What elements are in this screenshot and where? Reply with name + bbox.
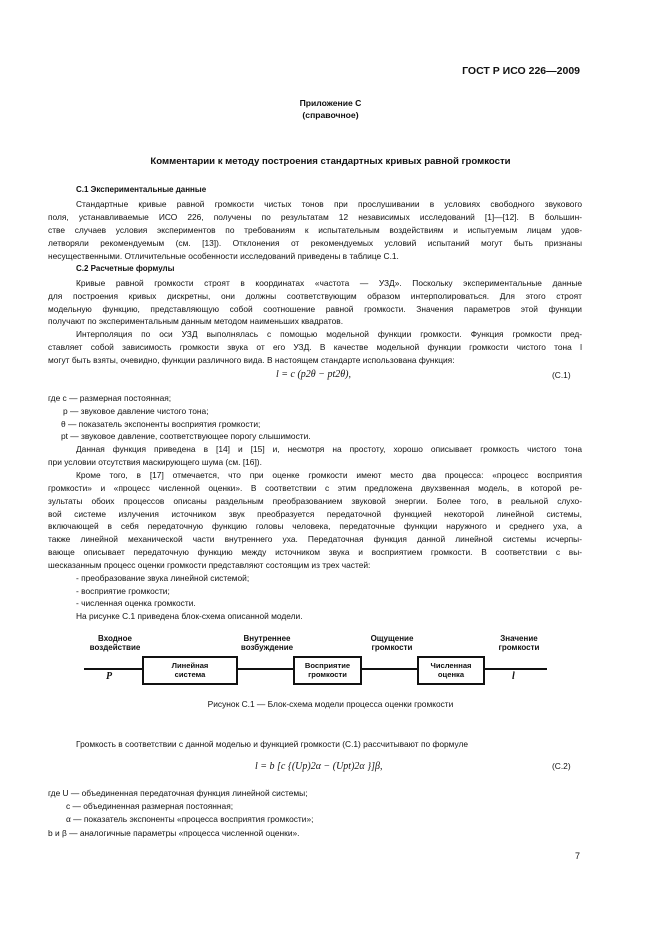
c2-line: могут быть взяты, очевидно, функции различного вида. В настоящем стандарте использована функция: <box>48 355 455 365</box>
label-sensation-line1: Ощущение <box>370 634 414 643</box>
label-internal-excitation <box>232 634 302 652</box>
c1-line: Стандартные кривые равной громкости чистых тонов при прослушивании в условиях свободного звукового <box>76 199 582 209</box>
p3-line: Данная функция приведена в [14] и [15] и, несмотря на простоту, хорошо описывает громкость чистого тона <box>76 444 582 454</box>
formula-c1-number: (С.1) <box>552 370 571 380</box>
p4-line: вой системе излучения источником звук преобразуется передаточной функцией некоторой линейной системы, <box>48 509 582 519</box>
label-value-line1: Значение <box>500 634 538 643</box>
label-loudness-sensation <box>357 634 427 652</box>
box-linear-line1: Линейная <box>171 660 209 670</box>
c2-line: модельную функцию, представляющую собой соотношение равной громкости. Значения параметров этой функции <box>48 304 582 314</box>
c1-line: поля, устанавливаемые ИСО 226, получены по результатам 12 независимых исследований [1]—[12]. В большин- <box>48 212 582 222</box>
list-item: - численная оценка громкости. <box>76 598 196 608</box>
box-perception-line1: Восприятие <box>304 660 351 670</box>
where-item: α — показатель экспоненты «процесса восприятия громкости»; <box>66 814 314 824</box>
box-numeric-line2: оценка <box>437 669 465 679</box>
label-sensation-line2: громкости <box>371 643 413 653</box>
list-item: - преобразование звука линейной системой; <box>76 573 250 583</box>
figure-caption: Рисунок С.1 — Блок-схема модели процесса оценки громкости <box>207 699 454 709</box>
c2-line: Интерполяция по оси УЗД выполнялась с помощью модельной функции громкости. Функция громкости пред- <box>76 329 582 339</box>
label-loudness-value <box>484 634 554 652</box>
c2-line: получают по экспериментальным данным методом наименьших квадратов. <box>48 316 344 326</box>
where-item: c — объединенная размерная постоянная; <box>66 801 234 811</box>
p3-line: при условии отсутствия маскирующего шума (см. [16]). <box>48 457 262 467</box>
document-id: ГОСТ Р ИСО 226—2009 <box>462 65 580 77</box>
symbol-input-p: P <box>106 671 113 682</box>
c1-line: летворяли рекомендуемым (см. [13]). Отклонения от рекомендуемых условий испытаний могут быть признаны <box>48 238 582 248</box>
label-value-line2: громкости <box>498 643 540 653</box>
p4-line: Кроме того, в [17] отмечается, что при оценке громкости имеют место два процесса: «процесс восприятия <box>76 470 582 480</box>
box-numeric-estimation <box>417 656 485 685</box>
appendix-title: Приложение С <box>299 98 362 108</box>
p4-line: шесказанным процесс оценки громкости представляют состоящим из трех частей: <box>48 560 371 570</box>
where-item: где U — объединенная передаточная функция линейной системы; <box>48 788 308 798</box>
c2-line: ставляет собой зависимость громкости звука от его УЗД. В качестве модельной функции громкости чистого тона l <box>48 342 582 352</box>
formula-c2-number: (С.2) <box>552 761 571 771</box>
label-input <box>80 634 150 652</box>
where-item: где c — размерная постоянная; <box>48 393 172 403</box>
p4-line: также линейной механической части внутреннего уха. Передаточная функция данной линейной системы исчерпы- <box>48 534 582 544</box>
where-item: pt — звуковое давление, соответствующее порогу слышимости. <box>61 431 311 441</box>
section-c2-heading: С.2 Расчетные формулы <box>76 264 175 273</box>
p4-line: зультаты обоих процессов описаны раздельным преобразованием звуковой энергии. Более того, в реальной слухо- <box>48 496 582 506</box>
c2-line: Кривые равной громкости строят в координатах «частота — УЗД». Поскольку экспериментальные данные <box>76 278 582 288</box>
label-internal-line1: Внутреннее <box>243 634 291 643</box>
appendix-subtitle: (справочное) <box>302 110 359 120</box>
p4-line: громкости» и «процесс численной оценки». В соответствии с этим предложена двухзвенная модель, в которой ре- <box>48 483 582 493</box>
p5-line: Громкость в соответствии с данной моделью и функцией громкости (С.1) рассчитывают по формуле <box>76 739 469 749</box>
label-input-line1: Входное <box>98 634 132 643</box>
p4-line: включающей в себя передаточную функцию головы человека, передаточные функции наружного и среднего уха, а <box>48 521 582 531</box>
page-number: 7 <box>574 851 580 861</box>
formula-c1: l = c (p2θ − pt2θ), <box>276 369 351 380</box>
box-linear-line2: система <box>174 669 206 679</box>
p4-line: вающе описывает передаточную функцию между источником звука и восприятием громкости. В соответствии с вы- <box>48 547 582 557</box>
label-internal-line2: возбуждение <box>240 643 294 653</box>
section-c1-heading: С.1 Экспериментальные данные <box>76 185 207 194</box>
c1-line: стве случаев условия экспериментов по требованиям к испытательным воздействиям и испытуемым лицам удов- <box>48 225 582 235</box>
where-item: θ — показатель экспоненты восприятия громкости; <box>61 419 261 429</box>
formula-c2: l = b [c {(Up)2α − (Upt)2α }]β, <box>255 761 383 772</box>
where-item: p — звуковое давление чистого тона; <box>63 406 209 416</box>
box-perception-line2: громкости <box>308 669 347 679</box>
box-linear-system <box>142 656 238 685</box>
c1-line: несущественными. Отличительные особенности исследований приведены в таблице С.1. <box>48 251 399 261</box>
list-item: - восприятие громкости; <box>76 586 170 596</box>
figure-reference: На рисунке С.1 приведена блок-схема описанной модели. <box>76 611 303 621</box>
label-input-line2: воздействие <box>89 643 141 653</box>
main-title: Комментарии к методу построения стандартных кривых равной громкости <box>150 156 511 167</box>
symbol-output-l: l <box>512 671 515 682</box>
where-item: b и β — аналогичные параметры «процесса численной оценки». <box>48 828 300 838</box>
c2-line: для построения кривых дискретны, они должны соответствующим образом интерполироваться. Для этого строят <box>48 291 582 301</box>
box-numeric-line1: Численная <box>430 660 472 670</box>
box-loudness-perception <box>293 656 362 685</box>
